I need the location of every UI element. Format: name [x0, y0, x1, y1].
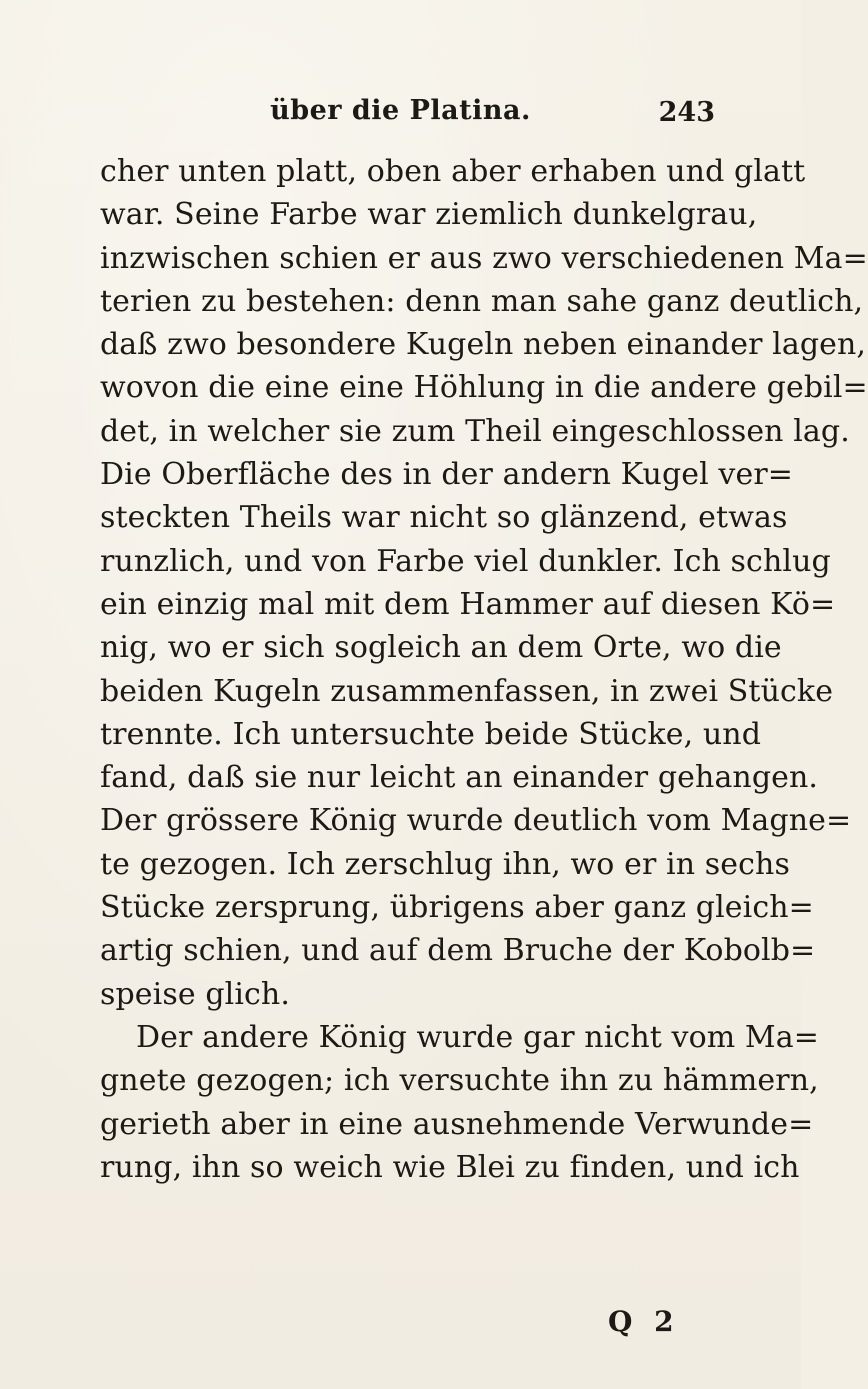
text-line: speise glich.	[100, 976, 290, 1012]
text-line: artig schien, und auf dem Bruche der Kobolb=	[100, 933, 816, 969]
text-line: Der andere König wurde gar nicht vom Ma=	[136, 1019, 819, 1055]
text-line: trennte. Ich untersuchte beide Stücke, und	[100, 716, 761, 752]
body-text	[100, 150, 868, 1300]
page-number: 243	[658, 97, 715, 128]
text-line: gnete gezogen; ich versuchte ihn zu hämmern,	[100, 1063, 819, 1099]
text-line: nig, wo er sich sogleich an dem Orte, wo die	[100, 630, 782, 666]
text-line: gerieth aber in eine ausnehmende Verwunde=	[100, 1106, 814, 1142]
text-line: rung, ihn so weich wie Blei zu finden, und ich	[100, 1149, 800, 1185]
text-line: daß zwo besondere Kugeln neben einander lagen,	[100, 327, 867, 363]
running-head: über die Platina.	[270, 95, 531, 126]
text-line: det, in welcher sie zum Theil eingeschlossen lag.	[100, 413, 850, 449]
text-line: Stücke zersprung, übrigens aber ganz gleich=	[100, 890, 814, 926]
text-line: war. Seine Farbe war ziemlich dunkelgrau,	[100, 197, 758, 233]
signature-mark: Q 2	[608, 1305, 680, 1338]
text-line: Die Oberfläche des in der andern Kugel ver=	[100, 457, 794, 493]
text-line: te gezogen. Ich zerschlug ihn, wo er in sechs	[100, 846, 790, 882]
text-line: runzlich, und von Farbe viel dunkler. Ich schlug	[100, 543, 831, 579]
text-line: fand, daß sie nur leicht an einander gehangen.	[100, 760, 819, 796]
text-line: wovon die eine eine Höhlung in die andere gebil=	[100, 370, 868, 406]
text-line: ein einzig mal mit dem Hammer auf diesen Kö=	[100, 586, 836, 622]
text-line: Der grössere König wurde deutlich vom Magne=	[100, 803, 852, 839]
text-line: terien zu bestehen: denn man sahe ganz deutlich,	[100, 283, 864, 319]
text-line: beiden Kugeln zusammenfassen, in zwei Stücke	[100, 673, 834, 709]
page-header	[0, 95, 801, 135]
text-line: inzwischen schien er aus zwo verschiedenen Ma=	[100, 240, 868, 276]
text-line: steckten Theils war nicht so glänzend, etwas	[100, 500, 788, 536]
text-line: cher unten platt, oben aber erhaben und glatt	[100, 154, 806, 189]
